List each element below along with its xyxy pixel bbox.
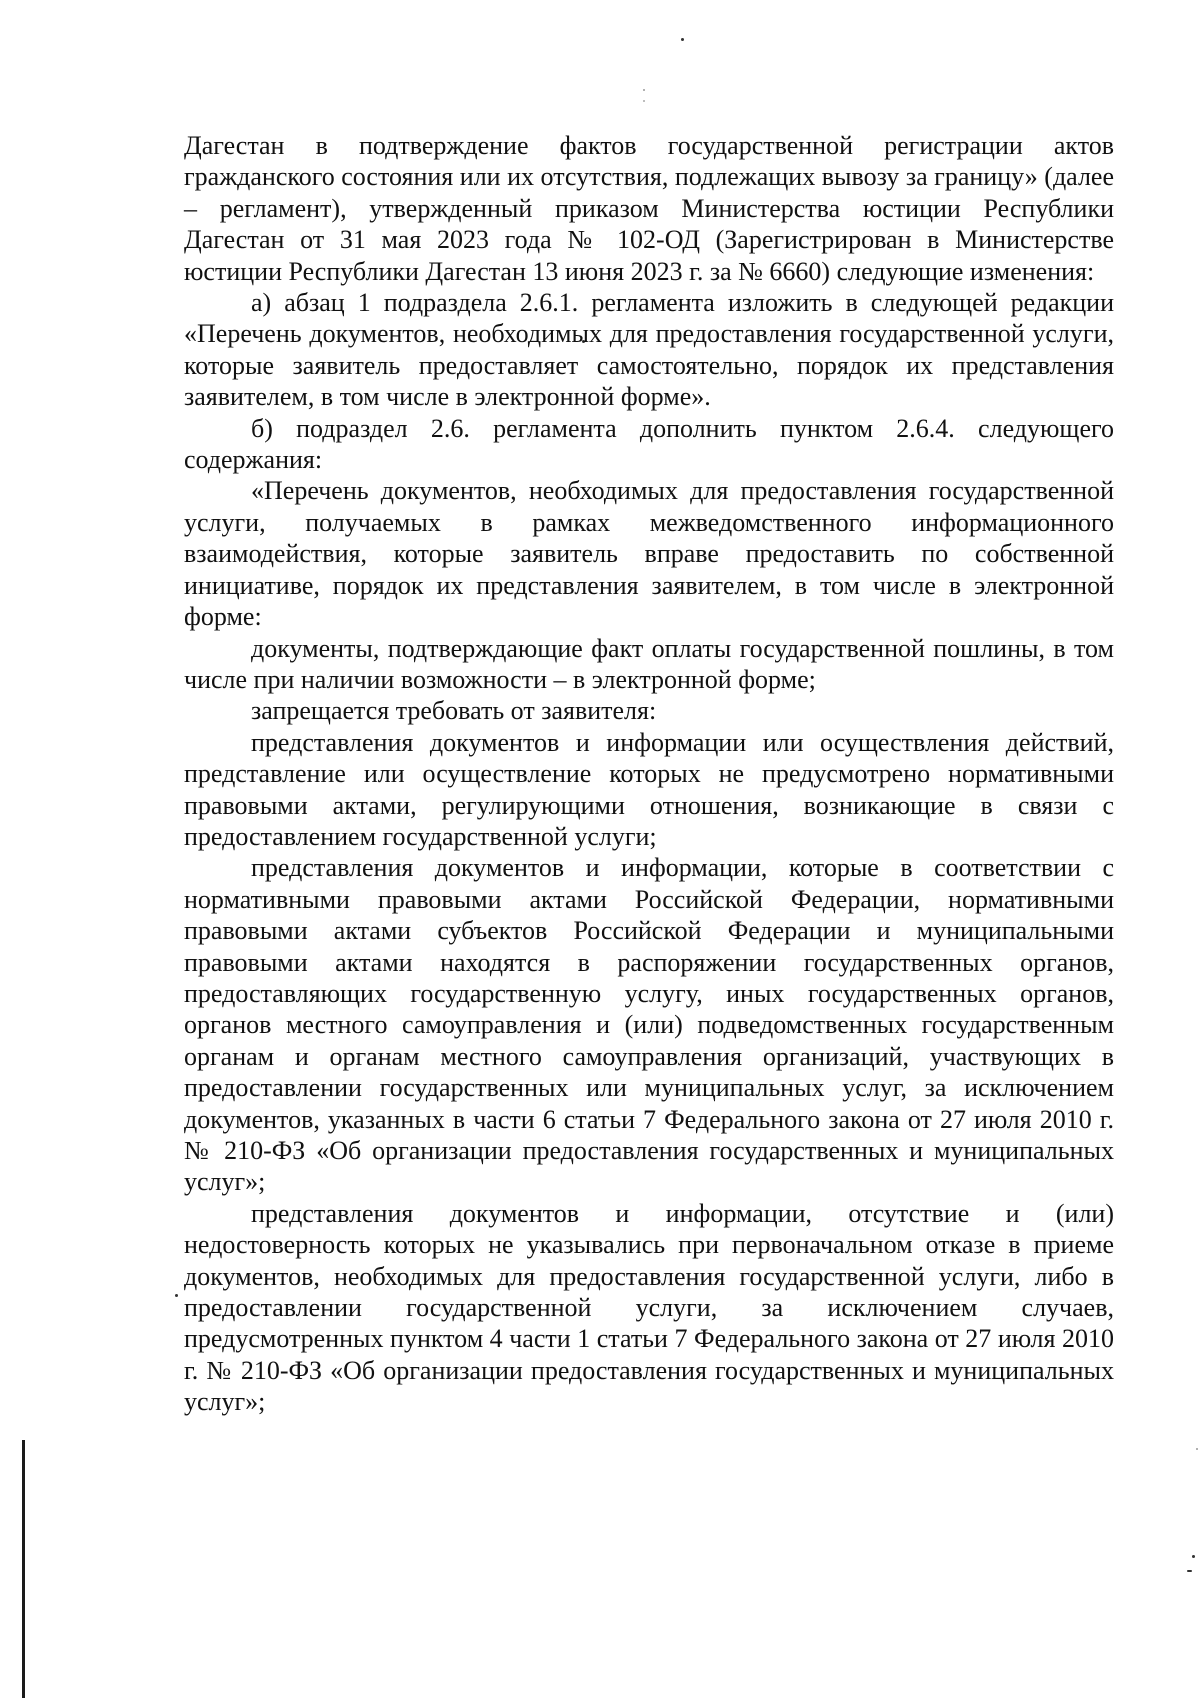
scan-edge-line [22,1440,25,1698]
paragraph-prohibition-3: представления документов и информации, отсутствие и (или) недостоверность которых не указывались при первоначальном отказе в приеме документов, необходимых для предоставления государственной услуги, либо в предоставлении государственной услуги, за исключением случаев, предусмотренных пунктом 4 части 1 статьи 7 Федерального закона от 27 июля 2010 г. № 210-ФЗ «Об организации предоставления государственных и муниципальных услуг»; [184,1198,1114,1417]
document-body [184,130,1114,1418]
paragraph-prohibition-2: представления документов и информации, которые в соответствии с нормативными правовыми актами Российской Федерации, нормативными правовыми актами субъектов Российской Федерации и муниципальными правовыми актами находятся в распоряжении государственных органов, предоставляющих государственную услугу, иных государственных органов, органов местного самоуправления и (или) подведомственных государственным органам и органам местного самоуправления организаций, участвующих в предоставлении государственных или муниципальных услуг, за исключением документов, указанных в части 6 статьи 7 Федерального закона от 27 июля 2010 г. № 210-ФЗ «Об организации предоставления государственных и муниципальных услуг»; [184,853,1114,1197]
scan-speck [643,100,645,102]
scan-speck [1187,1570,1192,1572]
scan-speck [1196,1448,1198,1450]
paragraph-prohibition-intro: запрещается требовать от заявителя: [251,696,657,726]
paragraph-item-b: б) подраздел 2.6. регламента дополнить пунктом 2.6.4. следующего содержания: [184,413,1114,475]
paragraph-documents-list-intro: «Перечень документов, необходимых для предоставления государственной услуги, получаемых в рамках межведомственного информационного взаимодействия, которые заявитель вправе предоставить по собственной инициативе, порядок их представления заявителем, в том числе в электронной форме: [184,476,1114,632]
scan-speck [643,89,645,91]
paragraph-item-a: а) абзац 1 подраздела 2.6.1. регламента изложить в следующей редакции «Перечень документов, необходимых для предоставления государственной услуги, которые заявитель предоставляет самостоятельно, порядок их представления заявителем, в том числе в электронной форме». [184,288,1114,412]
paragraph-prohibition-1: представления документов и информации или осуществления действий, представление или осуществление которых не предусмотрено нормативными правовыми актами, регулирующими отношения, возникающие в связи с предоставлением государственной услуги; [184,727,1114,851]
paragraph-fee-payment-documents: документы, подтверждающие факт оплаты государственной пошлины, в том числе при наличии возможности – в электронной форме; [184,633,1114,694]
paragraph-regulation-title-continuation: Дагестан в подтверждение фактов государственной регистрации актов гражданского состояния или их отсутствия, подлежащих вывозу за границу» (далее – регламент), утвержденный приказом Министерства юстиции Республики Дагестан от 31 мая 2023 года № 102-ОД (Зарегистрирован в Министерстве юстиции Республики Дагестан 13 июня 2023 г. за № 6660) следующие изменения: [184,131,1114,286]
scan-speck [1192,1555,1195,1558]
scan-speck [681,38,684,41]
scan-speck [175,1294,178,1297]
